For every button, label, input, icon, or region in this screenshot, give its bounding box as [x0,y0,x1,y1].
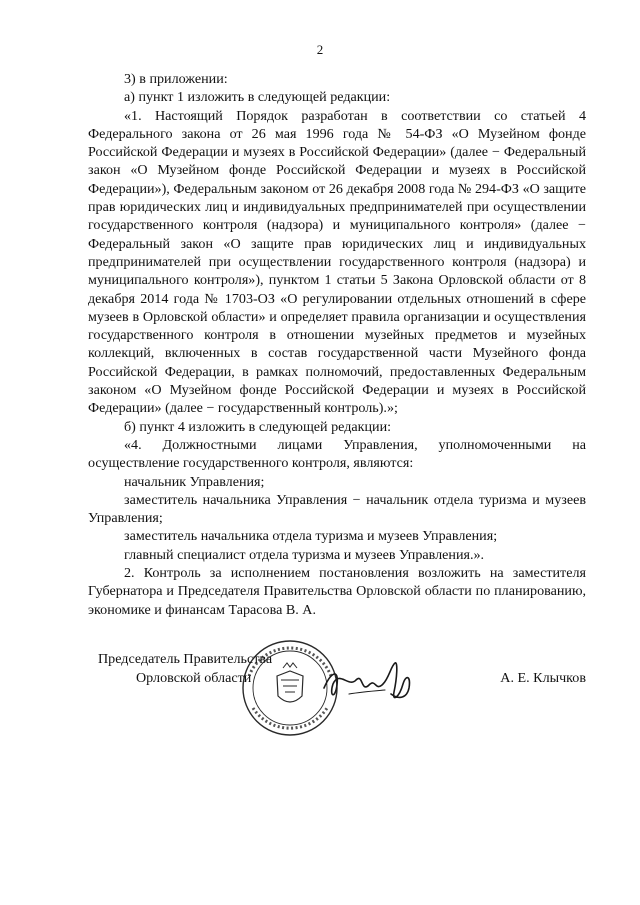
paragraph: главный специалист отдела туризма и музеев Управления.». [124,546,485,563]
paragraph: 3) в приложении: [124,71,228,87]
paragraph: начальник Управления; [124,473,265,490]
paragraph: заместитель начальника Управления − начальник отдела туризма и музеев Управления; [88,491,586,527]
document-body [88,70,586,619]
signature-block [88,636,586,736]
signatory-region: Орловской области [136,670,252,686]
handwritten-signature-icon [321,658,416,710]
paragraph: б) пункт 4 изложить в следующей редакции: [124,418,392,435]
paragraph: «1. Настоящий Порядок разработан в соответствии со статьей 4 Федерального закона от 26 мая 1996 года № 54-ФЗ «О Музейном фонде Российской Федерации и музеях в Российской Федерации» (далее − Федеральный закон «О Музейном фонде Российской Федерации и музеях в Российской Федерации»), Федеральным законом от 26 декабря 2008 года № 294-ФЗ «О защите прав юридических лиц и индивидуальных предпринимателей при осуществлении государственного контроля (надзора) и муниципального контроля» (далее − Федеральный закон «О защите прав юридических лиц и индивидуальных предпринимателей при осуществлении государственного контроля (надзора) и муниципального контроля»), пунктом 1 статьи 5 Закона Орловской области от 8 декабря 2014 года № 1703-ОЗ «О регулировании отдельных отношений в сфере музеев в Орловской области» и определяет правила организации и осуществления государственного контроля в отношении музейных предметов и музейных коллекций, включенных в состав государственной части Музейного фонда Российской Федерации, в рамках полномочий, предоставленных Федеральным законом «О Музейном фонде Российской Федерации и музеях в Российской Федерации» (далее − государственный контроль).»; [88,107,586,417]
signatory-name: А. Е. Клычков [500,670,586,686]
paragraph: заместитель начальника отдела туризма и музеев Управления; [124,528,498,545]
page-number: 2 [316,42,324,57]
signatory-title: Председатель Правительства [98,651,273,667]
paragraph: 2. Контроль за исполнением постановления возложить на заместителя Губернатора и Председателя Правительства Орловской области по планированию, экономике и финансам Тарасова В. А. [88,565,586,618]
paragraph: «4. Должностными лицами Управления, уполномоченными на осуществление государственного контроля, являются: [88,436,586,472]
paragraph: а) пункт 1 изложить в следующей редакции: [124,89,391,106]
